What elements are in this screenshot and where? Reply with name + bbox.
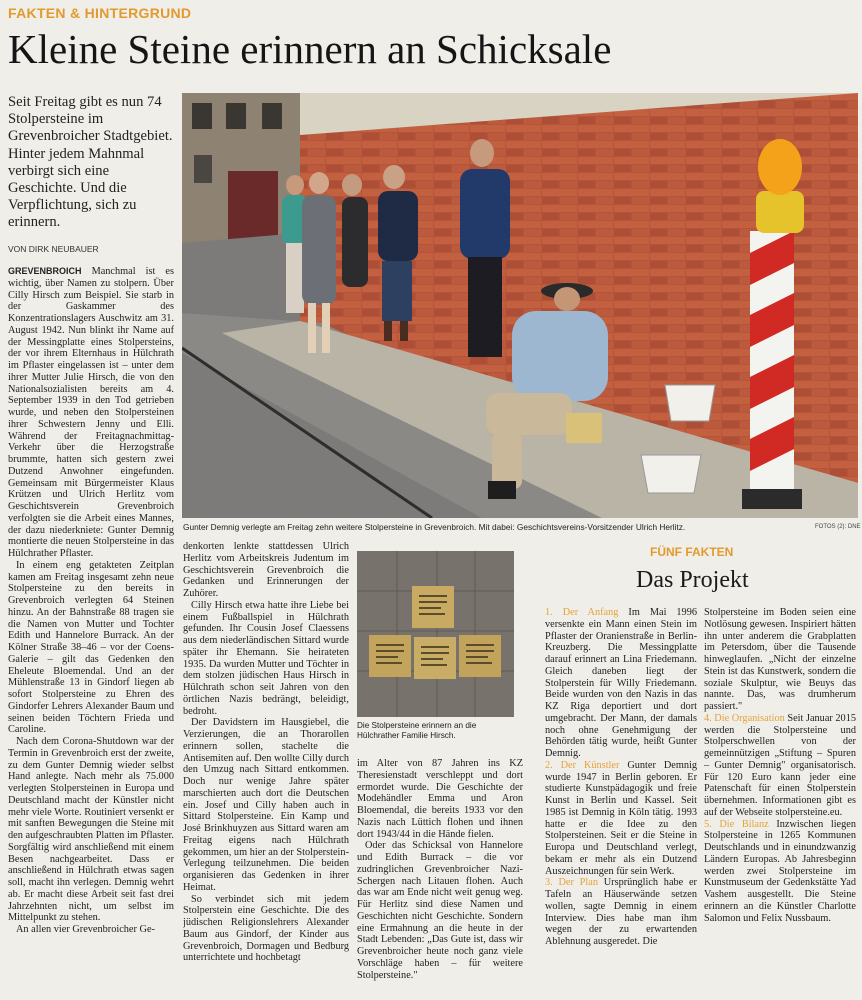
article-column-1: [8, 266, 174, 998]
byline: VON DIRK NEUBAUER: [8, 244, 99, 254]
fact-label: 1. Der Anfang: [545, 607, 619, 618]
dateline: GREVENBROICH: [8, 266, 82, 276]
facts-column-1: [545, 607, 697, 998]
fact-text: Stolpersteine im Boden seien eine Notlösung gewesen. Inspiriert hätten ihn unter anderem die Grabplatten im Petersdom, über die Tausende hinweglaufen. „Nicht der einzelne Stein ist das Kunstwerk, sondern die soziale Skulptur, wie Beuys das nannte. Das, was drumherum passiert.": [704, 607, 856, 712]
fact-text: Ursprünglich habe er Tafeln an Häuserwände setzen wollen, sagte Demnig in einem Interview. Dies habe man ihm wegen der zu erwartenden Ablehnung ausgeredet. Die: [545, 877, 697, 947]
fact-label: 5. Die Bilanz: [704, 818, 769, 830]
headline: Kleine Steine erinnern an Schicksale: [8, 26, 612, 72]
stones-caption: Die Stolpersteine erinnern an die Hülchrather Familie Hirsch.: [357, 721, 477, 740]
section-kicker: FAKTEN & HINTERGRUND: [8, 5, 192, 21]
fact-label: 4. Die Organisation: [704, 712, 785, 724]
main-photo: [182, 93, 858, 518]
fact-text: Inzwischen liegen Stolpersteine in 1265 Kommunen Deutschlands und in einundzwanzig Ländern Europas. Ab Jahresbeginn werden zwei Stolpersteine im Kunstmuseum der Gedenkstätte Yad Vashem ausgestellt. Die Steine erinnern an die Künstler Charlotte Salomon und Felix Nussbaum.: [704, 818, 856, 924]
paragraph: In einem eng getakteten Zeitplan kamen am Freitag insgesamt zehn neue Stolpersteine zu den bereits in Grevenbroich verlegten 64 Steinen hinzu. An der Bahnstraße 88 tragen sie die Namen von Mutter und Tochter Edith und Hannelore Burrack. An der Kölner Straße 38–46 – vor der Coens-Galerie – gilt das Gedenken den Eheleute Bloemendal. Und an der Mühlenstraße 13 in Gindorf liegen ab sofort Stolpersteine zu Ehren des Gindorfer Lehrers Alexander Baum und seinen beiden Töchtern Frieda und Caroline.: [8, 559, 174, 736]
facts-column-2: [704, 607, 856, 998]
paragraph: im Alter von 87 Jahren ins KZ Theresienstadt verschleppt und dort ermordet wurde. Die Geschichte der Modehändler Emma und Aron Bloemendal, die bereits 1933 vor den Nazis nach Lüttich flohen und ihnen dort 1943/44 in die Hände fielen.: [357, 758, 523, 840]
paragraph: Oder das Schicksal von Hannelore und Edith Burrack – die vor zudringlichen Grevenbroicher Nazi-Schergen nach Litauen flohen. Auch das war am Ende nicht weit genug weg. Für Herlitz sind diese Namen und Geschichten nicht Geschichte. Sondern eine Ermahnung an die heute in der Stadt Lebenden: „Das Gute ist, dass wir Grevenbroicher heute noch ganz viele Vorschläge haben – für weitere Stolpersteine.": [357, 840, 523, 981]
facts-kicker: FÜNF FAKTEN: [650, 545, 734, 559]
fact-label: 2. Der Künstler: [545, 759, 620, 771]
paragraph: denkorten lenkte stattdessen Ulrich Herlitz vom Arbeitskreis Judentum im Geschichtsverein Grevenbroich die Gedanken und Erinnerungen der Zuhörer.: [183, 541, 349, 599]
article-column-2: [183, 541, 349, 998]
paragraph: Manchmal ist es wichtig, über Namen zu stolpern. Über Cilly Hirsch zum Beispiel. Sie starb in der Gaskammer des Konzentrationslagers Auschwitz am 31. August 1942. Nun blinkt ihr Name auf der Messingplatte eines Stolpersteins, der vor ihrem Elternhaus in Hülchrath im Pflaster eingelassen ist – unter dem ihrer Mutter Julie Hirsch, die von den Nationalsozialisten bereits am 4. September 1939 in den Tod getrieben wurde, und neben den Stolpersteinen ihrer Schwestern Jenny und Elli. Während der Freitagnachmittag-Verkehr über die Herzogstraße brummte, hatten sich gestern zwei Dutzend Anwohner eingefunden. Gemeinsam mit Bürgermeister Klaus Krützen und Ulrich Herlitz vom Geschichtsverein Grevenbroich verfolgten sie die Arbeit eines Mannes, der dazu niederkniete: Gunter Demnig montierte die neuen Stolpersteine in das Hülchrather Pflaster.: [8, 266, 174, 559]
intro-text: Seit Freitag gibt es nun 74 Stolpersteine im Grevenbroicher Stadtgebiet. Hinter jedem Mahnmal verbirgt sich eine Geschichte. Und die Verpflichtung, sich zu erinnern.: [8, 94, 173, 231]
paragraph: An allen vier Grevenbroicher Ge-: [16, 924, 155, 935]
paragraph: Der Davidstern im Hausgiebel, die Verzierungen, die an Thorarollen erinnern sollen, stachelte die Antisemiten auf. Den wollte Cilly durch den Umzug nach Sittard entkommen. Doch nur wenige Jahre später marschierten auch dort die Deutschen ein. Josef und Cilly haben auch in Sittard Stolpersteine. Ein Kamp und José Brinkhuyzen aus Sittard waren am Freitag eigens nach Hülchrath gekommen, um hier an der Stolperstein-Verlegung teilzunehmen. Die beiden organisieren das Gedenken in ihrer Heimat.: [183, 717, 349, 893]
article-column-3: [357, 758, 523, 998]
paragraph: Cilly Hirsch etwa hatte ihre Liebe bei einem Fußballspiel in Hülchrath gefunden. Ihr Cousin Josef Claessens aus dem niederländischen Sittard wurde später ihr Ehemann. Sie heirateten 1935. Da wurden Mutter und Töchter in dem stolzen jüdischen Haus Hirsch in Hülchrath schon seit Jahren von den örtlichen Nazis bedrängt, beleidigt, bedroht.: [183, 599, 349, 717]
fact-label: 3. Der Plan: [545, 877, 598, 889]
fact-text: Gunter Demnig wurde 1947 in Berlin geboren. Er studierte Kunstpädagogik und freie Kunst in Berlin und Kassel. Seit 1985 ist Demnig in Köln tätig. 1993 hatte er die Idee zu den Stolpersteinen. Seit er die Steine in Europa und Deutschland verlegt, bekam er mehr als ein Dutzend Auszeichnungen für sein Werk.: [545, 759, 697, 877]
paragraph: Nach dem Corona-Shutdown war der Termin in Grevenbroich erst der zweite, zu dem Gunter Demnig wieder selbst Hand anlegte. Nach mehr als 75.000 verlegten Stolpersteinen in Europa und Deutschland macht der Künstler nicht mehr viele Worte. Routiniert versenkt er mit sanften Bewegungen die Steine mit den aufgeschraubten Platten im Pflaster. Sorgfältig wird anschließend mit einem Besen nachgearbeitet. Dass er anschließend in Hülchrath etwas sagen soll, macht ihn verlegen. Demnig wehrt ab. Er macht diese Arbeit seit fast drei Jahrzehnten nicht, um selbst im Mittelpunkt zu stehen.: [8, 736, 174, 924]
stolpersteine-photo: [357, 551, 514, 717]
paragraph: So verbindet sich mit jedem Stolperstein eine Geschichte. Die des jüdischen Religionslehrers Alexander Baum aus Gindorf, der Kinder aus Grevenbroich, Dormagen und Bedburg unterrichtete und hochbetagt: [183, 893, 349, 964]
photo-caption: Gunter Demnig verlegte am Freitag zehn weitere Stolpersteine in Grevenbroich. Mit dabei: Geschichtsvereins-Vorsitzender Ulrich Herlitz.: [183, 522, 686, 532]
fact-text: Im Mai 1996 versenkte ein Mann einen Stein im Pflaster der Oranienstraße in Berlin-Kreuzberg. Die Messingplatte darauf erinnert an Lina Friedemann. Gleich daneben liegt der Stolperstein für Willy Friedemann. Beide wurden von den Nazis in das KZ Riga deportiert und dort umgebracht. Der Mann, der damals noch ohne Genehmigung der Behörden tätig wurde, heißt Gunter Demnig.: [545, 607, 697, 759]
photo-credit: FOTOS (2): DNE: [815, 524, 861, 530]
facts-title: Das Projekt: [636, 567, 749, 593]
fact-text: Seit Januar 2015 werden die Stolpersteine und Stolperschwellen von der gemeinnützigen „Stiftung – Spuren – Gunter Demnig" organisatorisch. Für 120 Euro kann jeder eine Patenschaft für einen Stolperstein übernehmen. Informationen gibt es auf der Webseite stolpersteine.eu.: [704, 712, 856, 818]
